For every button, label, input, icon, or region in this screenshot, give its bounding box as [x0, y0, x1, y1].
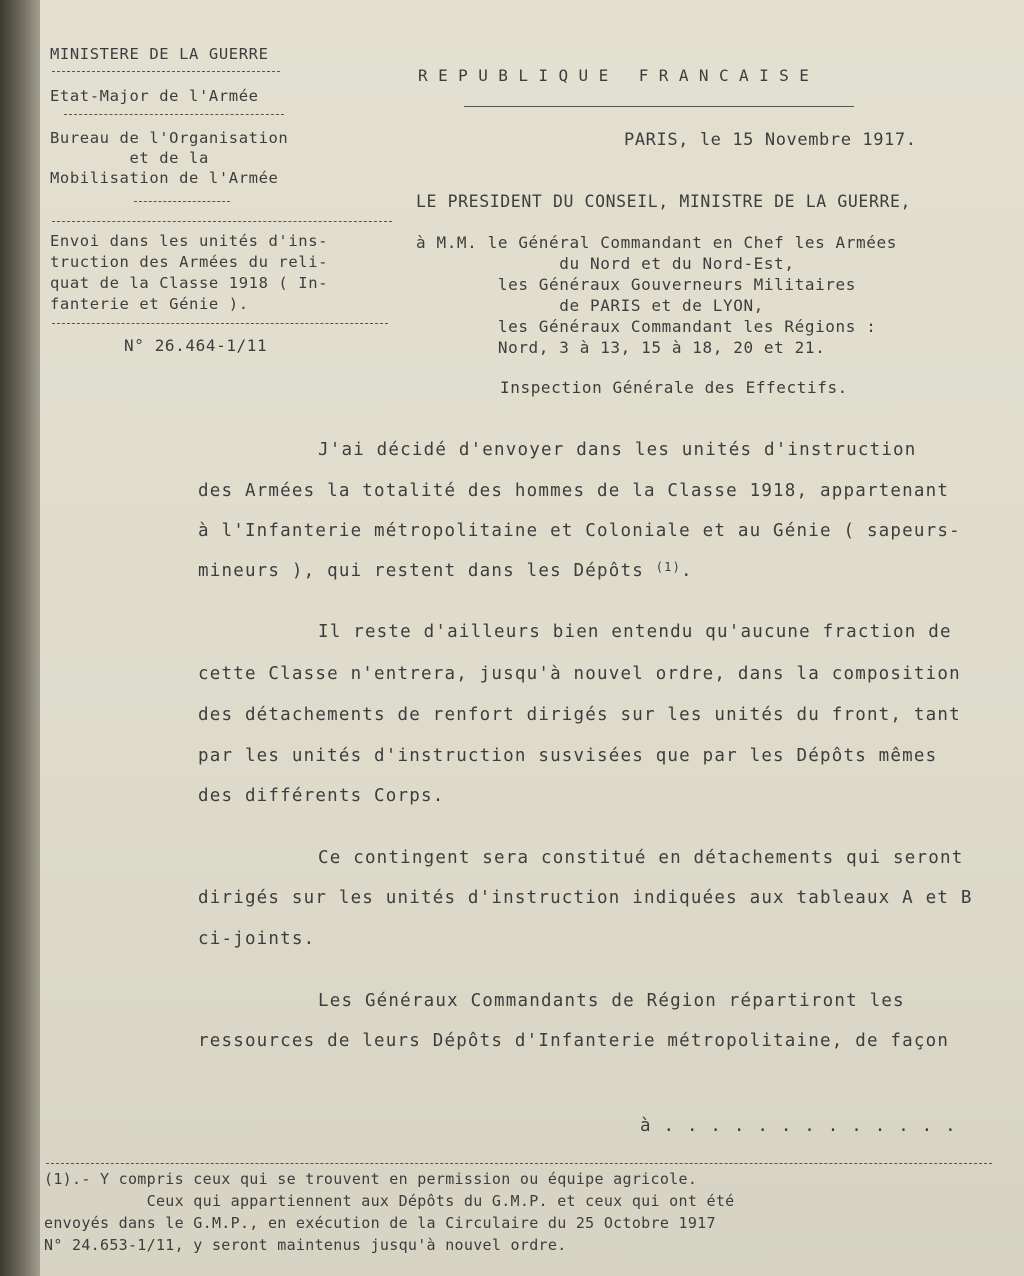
catchword: à . . . . . . . . . . . . . — [640, 1116, 957, 1136]
body-line: par les unités d'instruction susvisées que par les Dépôts mêmes — [198, 746, 938, 766]
recipient-line: Nord, 3 à 13, 15 à 18, 20 et 21. — [416, 338, 826, 357]
divider — [134, 201, 230, 202]
divider — [464, 106, 854, 107]
body-line: à l'Infanterie métropolitaine et Coloniale et au Génie ( sapeurs- — [198, 521, 961, 541]
ministry-title: MINISTERE DE LA GUERRE — [50, 45, 269, 63]
body-line: des différents Corps. — [198, 786, 445, 806]
recipient-line: les Généraux Gouverneurs Militaires — [416, 275, 857, 294]
footnote-mark: (1) — [655, 560, 681, 574]
body-line: J'ai décidé d'envoyer dans les unités d'instruction — [318, 440, 917, 460]
footnote-line: (1).- Y compris ceux qui se trouvent en permission ou équipe agricole. — [44, 1170, 698, 1188]
body-line: des détachements de renfort dirigés sur les unités du front, tant — [198, 705, 961, 725]
subject-line: Envoi dans les unités d'ins- — [50, 232, 329, 250]
divider — [52, 221, 392, 222]
body-line: ressources de leurs Dépôts d'Infanterie métropolitaine, de façon — [198, 1031, 950, 1051]
body-text: . — [681, 561, 693, 581]
body-line: cette Classe n'entrera, jusqu'à nouvel ordre, dans la composition — [198, 664, 961, 684]
bureau-line: Mobilisation de l'Armée — [50, 169, 279, 187]
body-line: dirigés sur les unités d'instruction indiquées aux tableaux A et B — [198, 888, 973, 908]
body-text: mineurs ), qui restent dans les Dépôts — [198, 561, 644, 581]
footnote-line: N° 24.653-1/11, y seront maintenus jusqu'à nouvel ordre. — [44, 1236, 567, 1254]
subject-line: quat de la Classe 1918 ( In- — [50, 274, 329, 292]
divider — [52, 71, 280, 72]
bureau-line: Bureau de l'Organisation — [50, 129, 289, 147]
footnote-line: Ceux qui appartiennent aux Dépôts du G.M.P. et ceux qui ont été — [44, 1192, 735, 1210]
subject-line: truction des Armées du reli- — [50, 253, 329, 271]
bureau-line: et de la — [50, 149, 209, 167]
divider — [64, 114, 284, 115]
body-line: ci-joints. — [198, 929, 316, 949]
recipient-line: du Nord et du Nord-Est, — [416, 254, 795, 273]
staff-title: Etat-Major de l'Armée — [50, 87, 259, 105]
sender-title: LE PRESIDENT DU CONSEIL, MINISTRE DE LA GUERRE, — [416, 192, 912, 211]
divider — [52, 323, 388, 324]
recipient-line: de PARIS et de LYON, — [416, 296, 764, 315]
body-line: Les Généraux Commandants de Région répartiront les — [318, 991, 905, 1011]
footnote-divider — [46, 1163, 992, 1164]
footnote-line: envoyés dans le G.M.P., en exécution de la Circulaire du 25 Octobre 1917 — [44, 1214, 716, 1232]
place-date: PARIS, le 15 Novembre 1917. — [624, 130, 917, 150]
inspection-line: Inspection Générale des Effectifs. — [500, 378, 848, 397]
recipient-line: les Généraux Commandant les Régions : — [416, 317, 877, 336]
body-line: Il reste d'ailleurs bien entendu qu'aucune fraction de — [318, 622, 952, 642]
subject-line: fanterie et Génie ). — [50, 295, 249, 313]
body-line — [198, 561, 693, 581]
reference-number: N° 26.464-1/11 — [124, 336, 268, 355]
body-line: des Armées la totalité des hommes de la Classe 1918, appartenant — [198, 481, 950, 501]
recipient-line: à M.M. le Général Commandant en Chef les Armées — [416, 233, 897, 252]
body-line: Ce contingent sera constitué en détachements qui seront — [318, 848, 964, 868]
republic-heading: R E P U B L I Q U E F R A N C A I S E — [418, 66, 810, 85]
